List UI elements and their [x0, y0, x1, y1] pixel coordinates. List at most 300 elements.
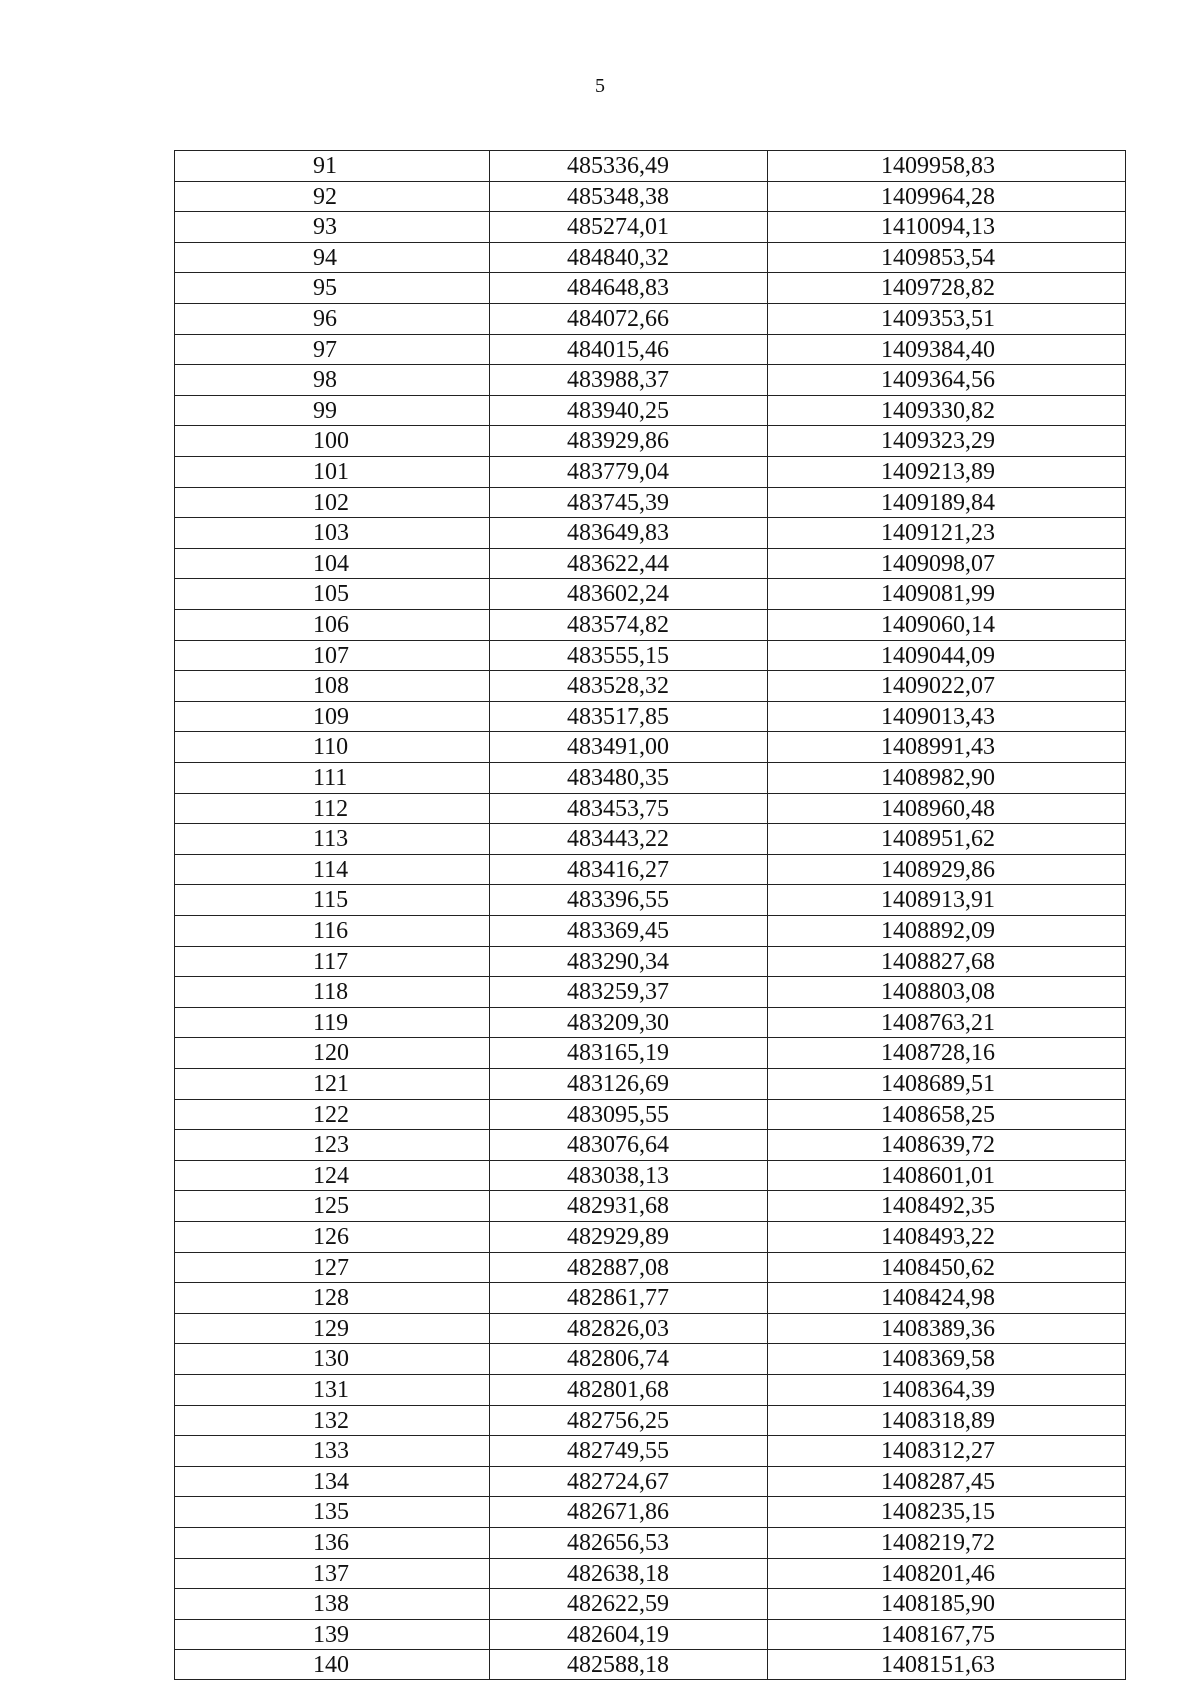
y-coordinate-cell-text: 1408450,62	[881, 1254, 995, 1281]
x-coordinate-cell-text: 485274,01	[567, 214, 669, 241]
y-coordinate-cell-text: 1409013,43	[881, 703, 995, 730]
point-number-cell	[175, 824, 489, 854]
x-coordinate-cell	[489, 549, 767, 579]
x-coordinate-cell-text: 483095,55	[567, 1101, 669, 1128]
table-row	[175, 549, 1125, 580]
y-coordinate-cell	[767, 977, 1125, 1007]
x-coordinate-cell	[489, 947, 767, 977]
table-row	[175, 1283, 1125, 1314]
x-coordinate-cell-text: 483745,39	[567, 489, 669, 516]
x-coordinate-cell-text: 483574,82	[567, 612, 669, 638]
point-number-cell	[175, 1497, 489, 1527]
x-coordinate-cell	[489, 1467, 767, 1497]
y-coordinate-cell	[767, 671, 1125, 701]
point-number-cell-text: 92	[313, 183, 337, 210]
y-coordinate-cell	[767, 396, 1125, 426]
point-number-cell	[175, 1191, 489, 1221]
y-coordinate-cell-text: 1408658,25	[881, 1101, 995, 1128]
y-coordinate-cell	[767, 1406, 1125, 1436]
y-coordinate-cell-text: 1409060,14	[881, 612, 995, 638]
point-number-cell	[175, 1344, 489, 1374]
x-coordinate-cell	[489, 702, 767, 732]
x-coordinate-cell-text: 483259,37	[567, 979, 669, 1006]
point-number-cell-text: 97	[313, 336, 337, 363]
point-number-cell	[175, 885, 489, 915]
x-coordinate-cell	[489, 304, 767, 334]
y-coordinate-cell-text: 1408929,86	[881, 856, 995, 883]
y-coordinate-cell-text: 1408369,58	[881, 1346, 995, 1373]
point-number-cell-text: 121	[313, 1071, 349, 1097]
table-row	[175, 1497, 1125, 1528]
y-coordinate-cell-text: 1408424,98	[881, 1285, 995, 1312]
x-coordinate-cell	[489, 1253, 767, 1283]
table-row	[175, 732, 1125, 763]
point-number-cell	[175, 273, 489, 303]
y-coordinate-cell-text: 1408639,72	[881, 1132, 995, 1159]
point-number-cell	[175, 794, 489, 824]
x-coordinate-cell	[489, 1344, 767, 1374]
x-coordinate-cell-text: 484015,46	[567, 336, 669, 363]
x-coordinate-cell	[489, 182, 767, 212]
x-coordinate-cell	[489, 824, 767, 854]
point-number-cell-text: 96	[313, 306, 337, 332]
x-coordinate-cell	[489, 212, 767, 242]
table-row	[175, 977, 1125, 1008]
y-coordinate-cell-text: 1408763,21	[881, 1009, 995, 1036]
table-row	[175, 304, 1125, 335]
point-number-cell	[175, 1620, 489, 1650]
point-number-cell-text: 133	[313, 1438, 349, 1465]
point-number-cell	[175, 1283, 489, 1313]
x-coordinate-cell	[489, 1314, 767, 1344]
x-coordinate-cell	[489, 488, 767, 518]
x-coordinate-cell	[489, 977, 767, 1007]
y-coordinate-cell	[767, 1008, 1125, 1038]
y-coordinate-cell	[767, 1375, 1125, 1405]
y-coordinate-cell	[767, 365, 1125, 395]
point-number-cell	[175, 732, 489, 762]
table-row	[175, 457, 1125, 488]
x-coordinate-cell	[489, 579, 767, 609]
x-coordinate-cell-text: 484840,32	[567, 244, 669, 271]
x-coordinate-cell-text: 482749,55	[567, 1438, 669, 1465]
point-number-cell-text: 130	[313, 1346, 349, 1373]
x-coordinate-cell-text: 482622,59	[567, 1591, 669, 1618]
point-number-cell	[175, 916, 489, 946]
point-number-cell-text: 95	[313, 275, 337, 302]
x-coordinate-cell	[489, 1100, 767, 1130]
point-number-cell-text: 119	[313, 1009, 349, 1036]
point-number-cell-text: 105	[313, 581, 349, 608]
table-row	[175, 396, 1125, 427]
point-number-cell	[175, 182, 489, 212]
table-row	[175, 763, 1125, 794]
x-coordinate-cell-text: 483528,32	[567, 673, 669, 700]
x-coordinate-cell	[489, 1130, 767, 1160]
x-coordinate-cell	[489, 610, 767, 640]
y-coordinate-cell	[767, 1038, 1125, 1068]
y-coordinate-cell	[767, 488, 1125, 518]
y-coordinate-cell	[767, 273, 1125, 303]
table-row	[175, 1406, 1125, 1437]
y-coordinate-cell-text: 1409081,99	[881, 581, 995, 608]
point-number-cell-text: 108	[313, 673, 349, 700]
table-row	[175, 365, 1125, 396]
table-row	[175, 671, 1125, 702]
point-number-cell-text: 134	[313, 1468, 349, 1495]
x-coordinate-cell-text: 483126,69	[567, 1071, 669, 1097]
point-number-cell	[175, 1038, 489, 1068]
y-coordinate-cell	[767, 1589, 1125, 1619]
x-coordinate-cell	[489, 1375, 767, 1405]
table-row	[175, 1589, 1125, 1620]
x-coordinate-cell	[489, 794, 767, 824]
point-number-cell-text: 100	[313, 428, 349, 455]
x-coordinate-cell	[489, 1161, 767, 1191]
table-row	[175, 855, 1125, 886]
x-coordinate-cell	[489, 243, 767, 273]
point-number-cell	[175, 1528, 489, 1558]
y-coordinate-cell-text: 1408318,89	[881, 1407, 995, 1434]
y-coordinate-cell-text: 1408913,91	[881, 887, 995, 914]
point-number-cell	[175, 488, 489, 518]
y-coordinate-cell	[767, 610, 1125, 640]
point-number-cell-text: 116	[313, 918, 349, 944]
table-row	[175, 182, 1125, 213]
y-coordinate-cell	[767, 1222, 1125, 1252]
x-coordinate-cell	[489, 273, 767, 303]
point-number-cell-text: 138	[313, 1591, 349, 1618]
y-coordinate-cell-text: 1408493,22	[881, 1224, 995, 1250]
point-number-cell-text: 137	[313, 1560, 349, 1587]
y-coordinate-cell	[767, 426, 1125, 456]
y-coordinate-cell-text: 1408892,09	[881, 918, 995, 944]
table-row	[175, 151, 1125, 182]
table-row	[175, 243, 1125, 274]
x-coordinate-cell-text: 483555,15	[567, 642, 669, 669]
x-coordinate-cell	[489, 1528, 767, 1558]
y-coordinate-cell	[767, 1344, 1125, 1374]
x-coordinate-cell-text: 485336,49	[567, 153, 669, 179]
point-number-cell	[175, 763, 489, 793]
x-coordinate-cell-text: 483779,04	[567, 459, 669, 485]
x-coordinate-cell	[489, 855, 767, 885]
point-number-cell	[175, 1375, 489, 1405]
y-coordinate-cell	[767, 885, 1125, 915]
point-number-cell-text: 107	[313, 642, 349, 669]
x-coordinate-cell-text: 483443,22	[567, 826, 669, 853]
point-number-cell	[175, 610, 489, 640]
y-coordinate-cell	[767, 855, 1125, 885]
point-number-cell-text: 91	[313, 153, 337, 179]
table-row	[175, 1130, 1125, 1161]
table-row	[175, 579, 1125, 610]
y-coordinate-cell-text: 1409098,07	[881, 550, 995, 577]
table-row	[175, 641, 1125, 672]
point-number-cell-text: 140	[313, 1652, 349, 1679]
y-coordinate-cell	[767, 151, 1125, 181]
x-coordinate-cell-text: 483517,85	[567, 703, 669, 730]
y-coordinate-cell	[767, 1069, 1125, 1099]
x-coordinate-cell-text: 482588,18	[567, 1652, 669, 1679]
point-number-cell-text: 110	[313, 734, 349, 761]
y-coordinate-cell-text: 1409323,29	[881, 428, 995, 455]
point-number-cell-text: 117	[313, 948, 349, 975]
x-coordinate-cell-text: 482826,03	[567, 1315, 669, 1342]
table-row	[175, 1008, 1125, 1039]
point-number-cell-text: 93	[313, 214, 337, 241]
point-number-cell	[175, 243, 489, 273]
y-coordinate-cell	[767, 304, 1125, 334]
x-coordinate-cell	[489, 916, 767, 946]
y-coordinate-cell	[767, 335, 1125, 365]
y-coordinate-cell-text: 1409728,82	[881, 275, 995, 302]
y-coordinate-cell-text: 1408991,43	[881, 734, 995, 761]
y-coordinate-cell	[767, 212, 1125, 242]
table-row	[175, 212, 1125, 243]
x-coordinate-cell	[489, 1620, 767, 1650]
y-coordinate-cell	[767, 641, 1125, 671]
x-coordinate-cell-text: 483453,75	[567, 795, 669, 822]
point-number-cell-text: 127	[313, 1254, 349, 1281]
point-number-cell-text: 101	[313, 459, 349, 485]
x-coordinate-cell-text: 485348,38	[567, 183, 669, 210]
x-coordinate-cell	[489, 1008, 767, 1038]
point-number-cell	[175, 1008, 489, 1038]
y-coordinate-cell	[767, 947, 1125, 977]
x-coordinate-cell	[489, 518, 767, 548]
point-number-cell-text: 131	[313, 1377, 349, 1403]
y-coordinate-cell-text: 1408364,39	[881, 1377, 995, 1403]
x-coordinate-cell-text: 483290,34	[567, 948, 669, 975]
y-coordinate-cell-text: 1408803,08	[881, 979, 995, 1006]
table-row	[175, 794, 1125, 825]
x-coordinate-cell-text: 482724,67	[567, 1468, 669, 1495]
x-coordinate-cell-text: 484648,83	[567, 275, 669, 302]
point-number-cell	[175, 1467, 489, 1497]
y-coordinate-cell	[767, 1161, 1125, 1191]
table-row	[175, 610, 1125, 641]
point-number-cell-text: 99	[313, 397, 337, 424]
point-number-cell	[175, 1436, 489, 1466]
table-row	[175, 1038, 1125, 1069]
x-coordinate-cell	[489, 1650, 767, 1680]
y-coordinate-cell-text: 1408389,36	[881, 1315, 995, 1342]
x-coordinate-cell-text: 482887,08	[567, 1254, 669, 1281]
x-coordinate-cell-text: 482756,25	[567, 1407, 669, 1434]
table-row	[175, 335, 1125, 366]
x-coordinate-cell-text: 483396,55	[567, 887, 669, 914]
x-coordinate-cell-text: 482806,74	[567, 1346, 669, 1373]
point-number-cell-text: 125	[313, 1193, 349, 1220]
x-coordinate-cell	[489, 1069, 767, 1099]
y-coordinate-cell	[767, 518, 1125, 548]
table-row	[175, 518, 1125, 549]
y-coordinate-cell-text: 1408960,48	[881, 795, 995, 822]
point-number-cell-text: 94	[313, 244, 337, 271]
point-number-cell-text: 124	[313, 1162, 349, 1189]
point-number-cell	[175, 1314, 489, 1344]
point-number-cell	[175, 365, 489, 395]
table-row	[175, 824, 1125, 855]
point-number-cell	[175, 304, 489, 334]
y-coordinate-cell-text: 1409330,82	[881, 397, 995, 424]
y-coordinate-cell-text: 1408235,15	[881, 1499, 995, 1526]
table-row	[175, 1161, 1125, 1192]
x-coordinate-cell	[489, 426, 767, 456]
table-row	[175, 1191, 1125, 1222]
point-number-cell	[175, 977, 489, 1007]
point-number-cell	[175, 151, 489, 181]
y-coordinate-cell	[767, 1559, 1125, 1589]
y-coordinate-cell-text: 1408601,01	[881, 1162, 995, 1189]
x-coordinate-cell-text: 483988,37	[567, 367, 669, 394]
y-coordinate-cell-text: 1408185,90	[881, 1591, 995, 1618]
point-number-cell	[175, 1161, 489, 1191]
x-coordinate-cell-text: 483480,35	[567, 765, 669, 791]
y-coordinate-cell	[767, 732, 1125, 762]
point-number-cell	[175, 335, 489, 365]
x-coordinate-cell	[489, 151, 767, 181]
x-coordinate-cell	[489, 1222, 767, 1252]
y-coordinate-cell	[767, 1283, 1125, 1313]
point-number-cell	[175, 549, 489, 579]
x-coordinate-cell-text: 482671,86	[567, 1499, 669, 1526]
page-number: 5	[595, 75, 605, 97]
point-number-cell	[175, 1130, 489, 1160]
point-number-cell	[175, 457, 489, 487]
y-coordinate-cell-text: 1409121,23	[881, 520, 995, 547]
y-coordinate-cell-text: 1408982,90	[881, 765, 995, 791]
y-coordinate-cell	[767, 1314, 1125, 1344]
y-coordinate-cell-text: 1408827,68	[881, 948, 995, 975]
x-coordinate-cell	[489, 365, 767, 395]
point-number-cell-text: 104	[313, 550, 349, 577]
table-row	[175, 1314, 1125, 1345]
y-coordinate-cell	[767, 579, 1125, 609]
x-coordinate-cell-text: 482861,77	[567, 1285, 669, 1312]
table-row	[175, 1436, 1125, 1467]
x-coordinate-cell	[489, 396, 767, 426]
y-coordinate-cell	[767, 1497, 1125, 1527]
x-coordinate-cell	[489, 335, 767, 365]
point-number-cell	[175, 641, 489, 671]
y-coordinate-cell-text: 1409384,40	[881, 336, 995, 363]
table-row	[175, 1528, 1125, 1559]
y-coordinate-cell-text: 1408689,51	[881, 1071, 995, 1097]
x-coordinate-cell-text: 483622,44	[567, 550, 669, 577]
x-coordinate-cell	[489, 885, 767, 915]
y-coordinate-cell-text: 1409964,28	[881, 183, 995, 210]
y-coordinate-cell	[767, 243, 1125, 273]
table-row	[175, 1467, 1125, 1498]
y-coordinate-cell	[767, 824, 1125, 854]
point-number-cell-text: 128	[313, 1285, 349, 1312]
y-coordinate-cell-text: 1409958,83	[881, 153, 995, 179]
point-number-cell	[175, 396, 489, 426]
y-coordinate-cell	[767, 457, 1125, 487]
y-coordinate-cell-text: 1409364,56	[881, 367, 995, 394]
point-number-cell-text: 126	[313, 1224, 349, 1250]
table-row	[175, 702, 1125, 733]
point-number-cell	[175, 1406, 489, 1436]
y-coordinate-cell-text: 1408951,62	[881, 826, 995, 853]
coordinates-table	[174, 150, 1126, 1680]
x-coordinate-cell	[489, 1406, 767, 1436]
point-number-cell	[175, 426, 489, 456]
x-coordinate-cell-text: 483038,13	[567, 1162, 669, 1189]
x-coordinate-cell	[489, 763, 767, 793]
y-coordinate-cell	[767, 1191, 1125, 1221]
x-coordinate-cell	[489, 671, 767, 701]
point-number-cell-text: 109	[313, 703, 349, 730]
point-number-cell-text: 136	[313, 1530, 349, 1556]
point-number-cell-text: 106	[313, 612, 349, 638]
x-coordinate-cell	[489, 1038, 767, 1068]
y-coordinate-cell-text: 1408728,16	[881, 1040, 995, 1067]
table-row	[175, 273, 1125, 304]
point-number-cell-text: 98	[313, 367, 337, 394]
y-coordinate-cell	[767, 1436, 1125, 1466]
y-coordinate-cell-text: 1408151,63	[881, 1652, 995, 1679]
x-coordinate-cell-text: 483602,24	[567, 581, 669, 608]
point-number-cell	[175, 1069, 489, 1099]
x-coordinate-cell-text: 483416,27	[567, 856, 669, 883]
table-row	[175, 916, 1125, 947]
x-coordinate-cell	[489, 1589, 767, 1619]
point-number-cell-text: 113	[313, 826, 349, 853]
x-coordinate-cell-text: 482931,68	[567, 1193, 669, 1220]
x-coordinate-cell-text: 482638,18	[567, 1560, 669, 1587]
y-coordinate-cell	[767, 763, 1125, 793]
table-row	[175, 1375, 1125, 1406]
table-row	[175, 1069, 1125, 1100]
point-number-cell	[175, 1253, 489, 1283]
x-coordinate-cell-text: 483940,25	[567, 397, 669, 424]
x-coordinate-cell-text: 483165,19	[567, 1040, 669, 1067]
point-number-cell-text: 114	[313, 856, 349, 883]
y-coordinate-cell	[767, 1650, 1125, 1680]
x-coordinate-cell	[489, 1436, 767, 1466]
x-coordinate-cell-text: 483369,45	[567, 918, 669, 944]
point-number-cell	[175, 702, 489, 732]
table-row	[175, 1100, 1125, 1131]
table-row	[175, 488, 1125, 519]
point-number-cell	[175, 671, 489, 701]
y-coordinate-cell-text: 1409213,89	[881, 459, 995, 485]
y-coordinate-cell	[767, 1130, 1125, 1160]
point-number-cell	[175, 855, 489, 885]
point-number-cell	[175, 1589, 489, 1619]
y-coordinate-cell	[767, 1253, 1125, 1283]
x-coordinate-cell-text: 483929,86	[567, 428, 669, 455]
y-coordinate-cell	[767, 702, 1125, 732]
x-coordinate-cell	[489, 641, 767, 671]
point-number-cell-text: 132	[313, 1407, 349, 1434]
y-coordinate-cell-text: 1408312,27	[881, 1438, 995, 1465]
point-number-cell-text: 135	[313, 1499, 349, 1526]
point-number-cell	[175, 947, 489, 977]
table-row	[175, 885, 1125, 916]
table-row	[175, 1559, 1125, 1590]
x-coordinate-cell-text: 484072,66	[567, 306, 669, 332]
y-coordinate-cell-text: 1408219,72	[881, 1530, 995, 1556]
point-number-cell-text: 112	[313, 795, 349, 822]
y-coordinate-cell-text: 1408492,35	[881, 1193, 995, 1220]
point-number-cell	[175, 1100, 489, 1130]
y-coordinate-cell-text: 1408287,45	[881, 1468, 995, 1495]
y-coordinate-cell	[767, 794, 1125, 824]
